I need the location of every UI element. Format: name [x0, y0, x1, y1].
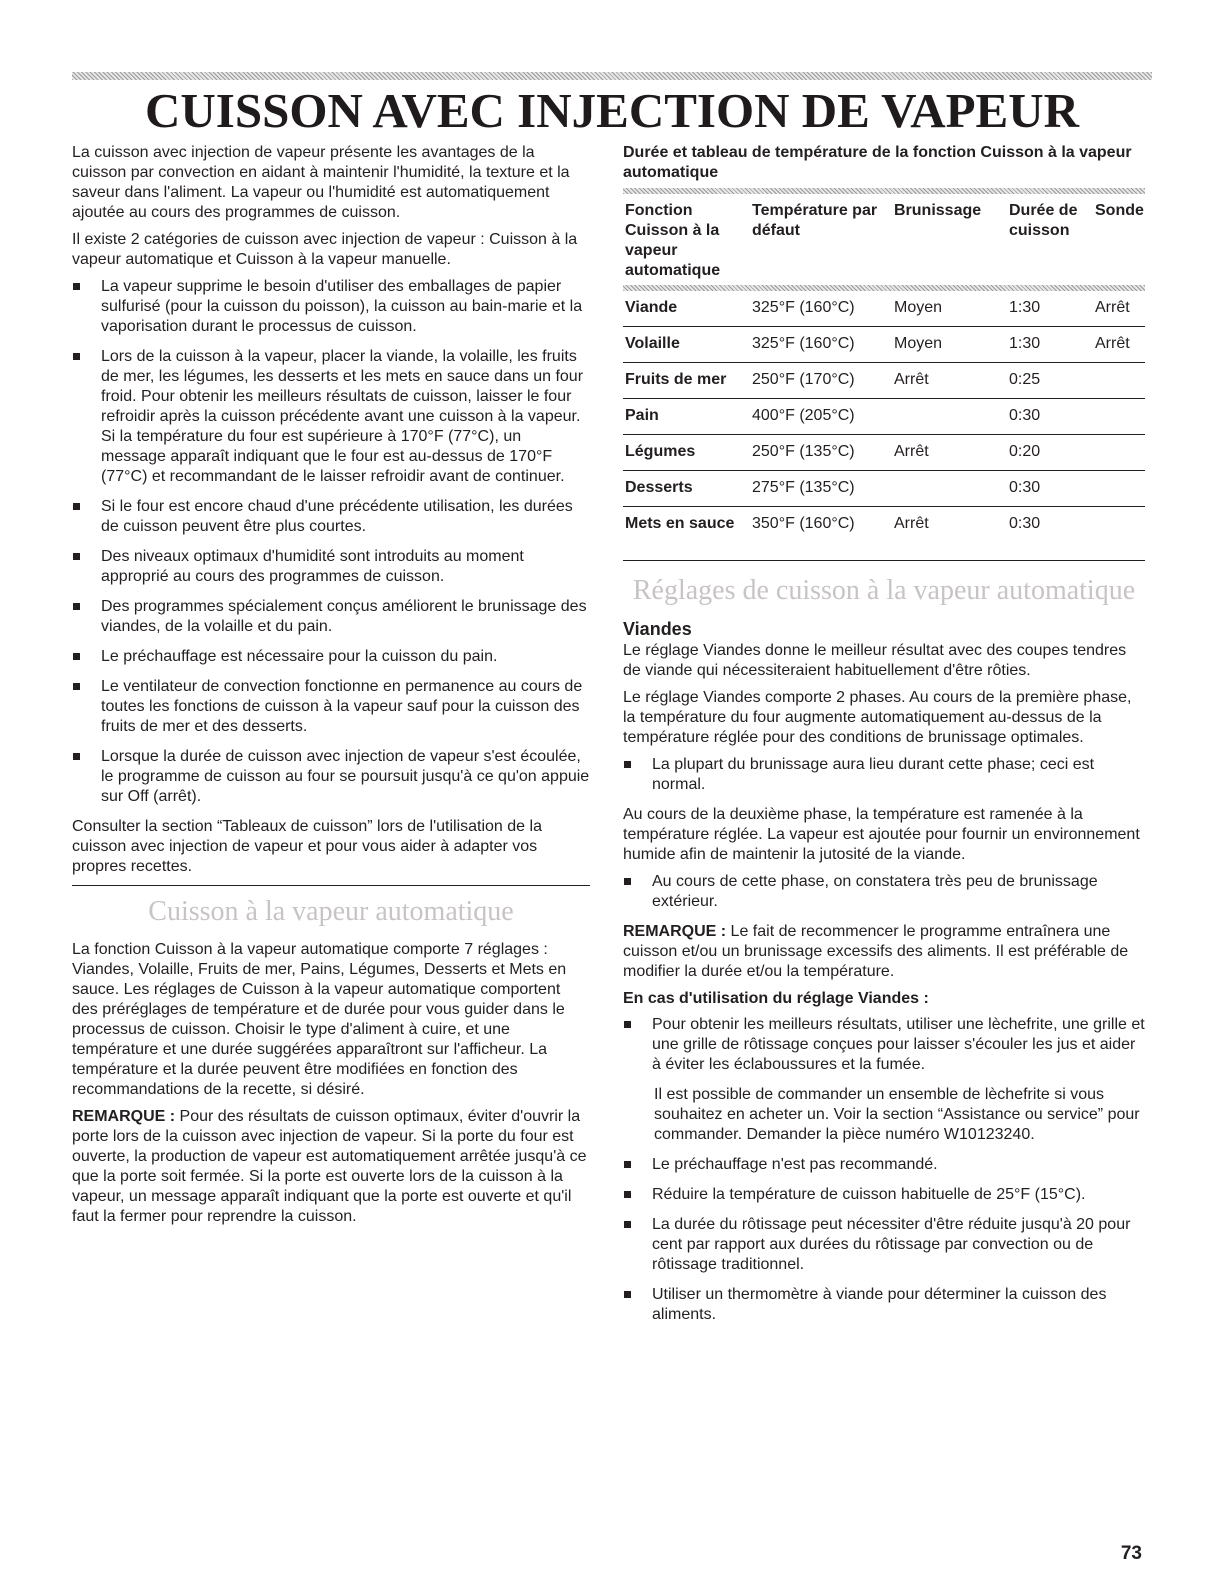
paragraph: Le réglage Viandes donne le meilleur résultat avec des coupes tendres de viande qui nécessiteraient habituellement d'être rôties. [623, 642, 1127, 679]
list-item: Au cours de cette phase, on constatera très peu de brunissage extérieur. [623, 872, 1145, 912]
list-item: Lorsque la durée de cuisson avec injection de vapeur s'est écoulée, le programme de cuisson au four se poursuit jusqu'à ce qu'on appuie sur Off (arrêt). [72, 747, 590, 807]
list-item: Réduire la température de cuisson habituelle de 25°F (15°C). [623, 1185, 1145, 1205]
table-cell [1093, 435, 1145, 471]
usage-list [623, 1015, 1145, 1075]
note-text: Pour des résultats de cuisson optimaux, éviter d'ouvrir la porte lors de la cuisson avec injection de vapeur. Si la porte du four est ouverte, la production de vapeur est automatiquement arrêtée jusqu'à ce que la porte soit fermée. Si la porte est ouverte lors de la cuisson à la vapeur, un message apparaît indiquant que la porte est ouverte et qu'il faut la fermer pour reprendre la cuisson. [72, 1108, 587, 1225]
table-cell: 1:30 [1007, 291, 1093, 327]
list-item: Utiliser un thermomètre à viande pour déterminer la cuisson des aliments. [623, 1285, 1145, 1325]
table-row [623, 291, 1145, 327]
bullet-square-icon [624, 878, 631, 885]
paragraph: Le réglage Viandes comporte 2 phases. Au cours de la première phase, la température du four augmente automatiquement au-dessus de la température réglée pour des conditions de brunissage optimales. [623, 689, 1132, 746]
bullet-square-icon [73, 653, 80, 660]
list-item: Si le four est encore chaud d'une précédente utilisation, les durées de cuisson peuvent être plus courtes. [72, 497, 590, 537]
list-item: Le préchauffage est nécessaire pour la cuisson du pain. [72, 647, 590, 667]
bullet-square-icon [73, 353, 80, 360]
column-header: Durée de cuisson [1009, 202, 1078, 239]
table-cell: Viande [623, 291, 750, 327]
table-cell: 0:30 [1007, 471, 1093, 507]
table-cell: Moyen [892, 327, 1007, 363]
page-number: 73 [1120, 1543, 1142, 1564]
list-item: Le préchauffage n'est pas recommandé. [623, 1155, 1145, 1175]
table-cell: 0:30 [1007, 399, 1093, 435]
phase-list [623, 755, 1145, 795]
table-row [623, 435, 1145, 471]
table-cell: 0:30 [1009, 515, 1041, 532]
table-cell [1093, 507, 1145, 543]
usage-list [623, 1155, 1145, 1325]
table-row [623, 399, 1145, 435]
table-cell: 250°F (135°C) [750, 435, 892, 471]
list-item: Lors de la cuisson à la vapeur, placer la viande, la volaille, les fruits de mer, les légumes, les desserts et les mets en sauce dans un four froid. Pour obtenir les meilleurs résultats de cuisson, laisser le four refroidir après la cuisson précédente avant une cuisson à la vapeur. Si la température du four est supérieure à 170°F (77°C), un message apparaît indiquant que le four est au-dessus de 170°F (77°C) et recommandant de le laisser refroidir avant de continuer. [72, 347, 590, 487]
bullet-square-icon [624, 1291, 631, 1298]
bullet-square-icon [73, 553, 80, 560]
table-cell: 325°F (160°C) [750, 327, 892, 363]
table-cell: Arrêt [892, 363, 1007, 399]
header-decorative-band [72, 72, 1152, 80]
left-column [72, 143, 590, 1234]
bullet-square-icon [73, 683, 80, 690]
table-cell: 0:25 [1007, 363, 1093, 399]
phase-list [623, 872, 1145, 912]
feature-list [72, 277, 590, 807]
list-item: Des niveaux optimaux d'humidité sont introduits au moment approprié au cours des programmes de cuisson. [72, 547, 590, 587]
column-header: Sonde [1095, 202, 1144, 219]
table-cell: Arrêt [892, 435, 1007, 471]
table-cell: Desserts [623, 471, 750, 507]
column-header: Brunissage [894, 202, 982, 219]
table-cell: Mets en sauce [625, 515, 735, 532]
bullet-square-icon [73, 503, 80, 510]
table-cell: Légumes [623, 435, 750, 471]
table-header-row [623, 194, 1145, 285]
table-cell: Arrêt [894, 515, 929, 532]
table-cell: 275°F (135°C) [750, 471, 892, 507]
table-cell [1093, 471, 1145, 507]
bullet-square-icon [73, 603, 80, 610]
bullet-square-icon [624, 761, 631, 768]
table-cell [892, 399, 1007, 435]
table-cell: 0:20 [1007, 435, 1093, 471]
list-item: Pour obtenir les meilleurs résultats, utiliser une lèchefrite, une grille et une grille de rôtissage conçues pour laisser s'écouler les jus et aider à éviter les éclaboussures et la fumée. [623, 1015, 1145, 1075]
section-heading-auto-steam: Cuisson à la vapeur automatique [148, 896, 514, 927]
section-divider [623, 560, 1145, 561]
table-row [623, 471, 1145, 507]
table-cell [1093, 363, 1145, 399]
section-paragraph: La fonction Cuisson à la vapeur automatique comporte 7 réglages : Viandes, Volaille, Fruits de mer, Pains, Légumes, Desserts et Mets en sauce. Les réglages de Cuisson à la vapeur automatique comportent des préréglages de température et de durée pour vous guider dans le processus de cuisson. Choisir le type d'aliment à cuire, et une température et une durée suggérées apparaîtront sur l'afficheur. La température et la durée peuvent être modifiées en fonction des recommandations de la recette, si désiré. [72, 941, 567, 1098]
list-item: Le ventilateur de convection fonctionne en permanence au cours de toutes les fonctions de cuisson à la vapeur sauf pour la cuisson des fruits de mer et des desserts. [72, 677, 590, 737]
note-paragraph [72, 1107, 590, 1227]
table-cell: Arrêt [1093, 327, 1145, 363]
list-item: La plupart du brunissage aura lieu durant cette phase; ceci est normal. [623, 755, 1145, 795]
table-cell: Volaille [623, 327, 750, 363]
table-cell: Moyen [892, 291, 1007, 327]
indented-paragraph: Il est possible de commander un ensemble de lèchefrite si vous souhaitez en acheter un. Voir la section “Assistance ou service” pour commander. Demander la pièce numéro W10123240. [654, 1086, 1140, 1143]
usage-heading: En cas d'utilisation du réglage Viandes : [623, 990, 929, 1007]
bullet-square-icon [73, 753, 80, 760]
table-title: Durée et tableau de température de la fonction Cuisson à la vapeur automatique [623, 144, 1132, 181]
closing-paragraph: Consulter la section “Tableaux de cuisson” lors de l'utilisation de la cuisson avec injection de vapeur et pour vous aider à adapter vos propres recettes. [72, 818, 542, 875]
table-cell: 325°F (160°C) [750, 291, 892, 327]
table-cell: Fruits de mer [623, 363, 750, 399]
note-label: REMARQUE : [623, 923, 727, 940]
intro-paragraph: Il existe 2 catégories de cuisson avec injection de vapeur : Cuisson à la vapeur automatique et Cuisson à la vapeur manuelle. [72, 231, 578, 268]
list-item: La vapeur supprime le besoin d'utiliser des emballages de papier sulfurisé (pour la cuisson du poisson), la cuisson au bain-marie et la vaporisation durant le processus de cuisson. [72, 277, 590, 337]
list-item: La durée du rôtissage peut nécessiter d'être réduite jusqu'à 20 pour cent par rapport aux durées du rôtissage par convection ou de rôtissage traditionnel. [623, 1215, 1145, 1275]
table-cell: 400°F (205°C) [750, 399, 892, 435]
right-column [623, 143, 1145, 1335]
bullet-square-icon [624, 1221, 631, 1228]
note-label: REMARQUE : [72, 1108, 176, 1125]
cooking-table [623, 194, 1145, 542]
table-cell: Arrêt [1093, 291, 1145, 327]
section-heading-settings: Réglages de cuisson à la vapeur automatique [632, 575, 1136, 606]
table-row [623, 363, 1145, 399]
bullet-square-icon [624, 1021, 631, 1028]
table-row [623, 327, 1145, 363]
intro-paragraph: La cuisson avec injection de vapeur présente les avantages de la cuisson par convection en aidant à maintenir l'humidité, la texture et la saveur dans l'aliment. La vapeur ou l'humidité est automatiquement ajoutée au cours des programmes de cuisson. [72, 144, 570, 221]
table-cell: Pain [623, 399, 750, 435]
note-paragraph [623, 922, 1145, 982]
column-header: Fonction Cuisson à la vapeur automatique [625, 202, 721, 279]
note-text: Le fait de recommencer le programme entraînera une cuisson et/ou un brunissage excessifs des aliments. Il est préférable de modifier la durée et/ou la température. [623, 923, 1129, 980]
page-title: CUISSON AVEC INJECTION DE VAPEUR [145, 83, 1079, 138]
table-cell: 1:30 [1007, 327, 1093, 363]
bullet-square-icon [624, 1161, 631, 1168]
table-cell [1093, 399, 1145, 435]
column-header: Température par défaut [752, 202, 878, 239]
table-cell: 350°F (160°C) [752, 515, 855, 532]
bullet-square-icon [73, 283, 80, 290]
bullet-square-icon [624, 1191, 631, 1198]
table-cell [892, 471, 1007, 507]
list-item: Des programmes spécialement conçus améliorent le brunissage des viandes, de la volaille et du pain. [72, 597, 590, 637]
subheading-viandes: Viandes [623, 619, 692, 639]
section-divider [72, 885, 590, 886]
table-cell: 250°F (170°C) [750, 363, 892, 399]
table-row [623, 507, 1145, 543]
paragraph: Au cours de la deuxième phase, la température est ramenée à la température réglée. La vapeur est ajoutée pour fournir un environnement humide afin de maintenir la jutosité de la viande. [623, 806, 1140, 863]
